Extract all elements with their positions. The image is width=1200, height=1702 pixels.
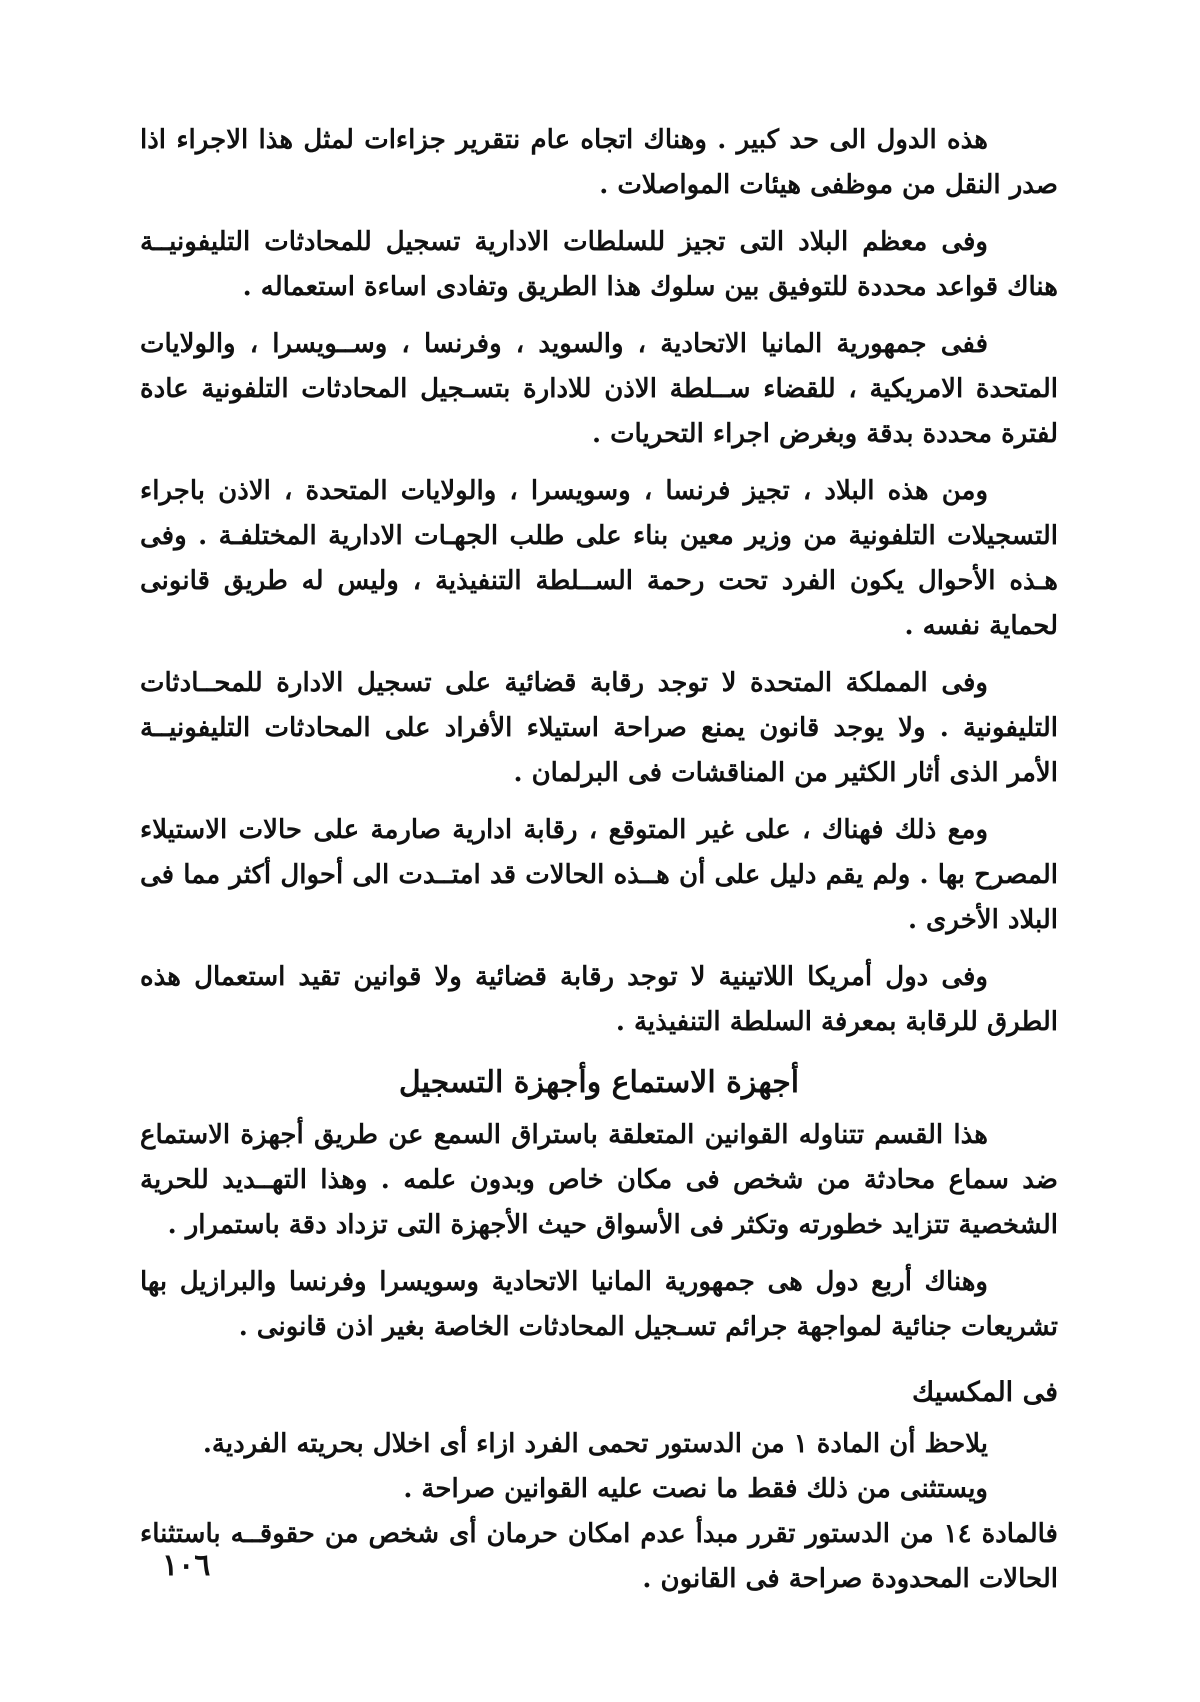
paragraph-5: وفى المملكة المتحدة لا توجد رقابة قضائية على تسجيل الادارة للمحــادثات التليفونية . ولا يوجد قانون يمنع صراحة استيلاء الأفراد على المحادثات التليفونيــة الأمر الذى أثار الكثير من المناقشات فى البرلمان . — [140, 668, 1058, 788]
paragraph-12: فالمادة ١٤ من الدستور تقرر مبدأ عدم امكان حرمان أى شخص من حقوقــه باستثناء الحالات المحدودة صراحة فى القانون . — [140, 1519, 1058, 1594]
paragraph-1: هذه الدول الى حد كبير . وهناك اتجاه عام نتقرير جزاءات لمثل هذا الاجراء اذا صدر النقل من موظفى هيئات المواصلات . — [140, 125, 1058, 200]
paragraph-3: ففى جمهورية المانيا الاتحادية ، والسويد ، وفرنسا ، وســويسرا ، والولايات المتحدة الامريكية ، للقضاء ســلطة الاذن للادارة بتسـجيل المحادثات التلفونية عادة لفترة محددة بدقة وبغرض اجراء التحريات . — [140, 329, 1058, 449]
paragraph-4: ومن هذه البلاد ، تجيز فرنسا ، وسويسرا ، والولايات المتحدة ، الاذن باجراء التسجيلات التلفونية من وزير معين بناء على طلب الجهـات الادارية المختلفـة . وفى هـذه الأحوال يكون الفرد تحت رحمة الســلطة التنفيذية ، وليس له طريق قانونى لحماية نفسه . — [140, 476, 1058, 641]
paragraph-8: هذا القسم تتناوله القوانين المتعلقة باستراق السمع عن طريق أجهزة الاستماع ضد سماع محادثة من شخص فى مكان خاص وبدون علمه . وهذا التهــديد للحرية الشخصية تتزايد خطورته وتكثر فى الأسواق حيث الأجهزة التى تزداد دقة باستمرار . — [140, 1120, 1058, 1240]
paragraph-9: وهناك أربع دول هى جمهورية المانيا الاتحادية وسويسرا وفرنسا والبرازيل بها تشريعات جنائية لمواجهة جرائم تسـجيل المحادثات الخاصة بغير اذن قانونى . — [140, 1267, 1058, 1342]
paragraph-6: ومع ذلك فهناك ، على غير المتوقع ، رقابة ادارية صارمة على حالات الاستيلاء المصرح بها . ولم يقم دليل على أن هــذه الحالات قد امتــدت الى أحوال أكثر مما فى البلاد الأخرى . — [140, 815, 1058, 935]
subheading-mexico: فى المكسيك — [911, 1377, 1058, 1408]
page-number: ١٠٦ — [162, 1548, 211, 1583]
section-heading: أجهزة الاستماع وأجهزة التسجيل — [398, 1065, 800, 1100]
paragraph-10: يلاحظ أن المادة ١ من الدستور تحمى الفرد ازاء أى اخلال بحريته الفردية. — [202, 1429, 988, 1459]
paragraph-11: ويستثنى من ذلك فقط ما نصت عليه القوانين صراحة . — [403, 1474, 988, 1504]
paragraph-7: وفى دول أمريكا اللاتينية لا توجد رقابة قضائية ولا قوانين تقيد استعمال هذه الطرق للرقابة بمعرفة السلطة التنفيذية . — [140, 962, 1058, 1037]
paragraph-2: وفى معظم البلاد التى تجيز للسلطات الادارية تسجيل للمحادثات التليفونيــة هناك قواعد محددة للتوفيق بين سلوك هذا الطريق وتفادى اساءة استعماله . — [140, 227, 1058, 302]
